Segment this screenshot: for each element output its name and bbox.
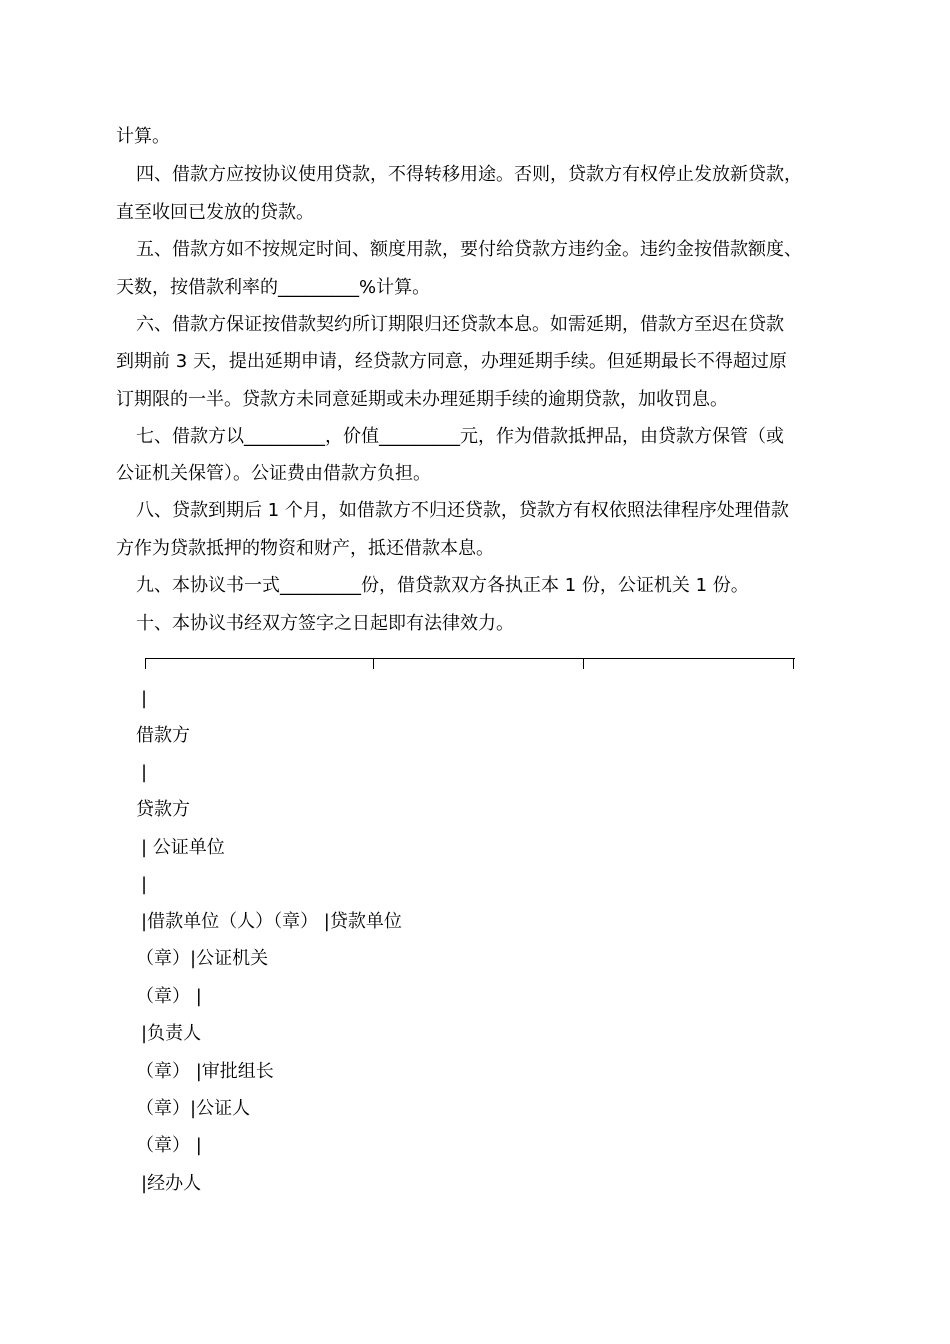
- clause-4-line-1: 四、借款方应按协议使用贷款，不得转移用途。否则，贷款方有权停止发放新贷款，: [136, 164, 802, 185]
- clause-6-line-1: 六、借款方保证按借款契约所订期限归还贷款本息。如需延期，借款方至迟在贷款: [136, 314, 784, 335]
- table-tick-mid2: [583, 659, 584, 669]
- clause-4-line-2: 直至收回已发放的贷款。: [116, 202, 314, 223]
- signature-row-9: （章） |: [136, 986, 202, 1007]
- clause-5-line-2: 天数，按借款利率的_________%计算。: [116, 277, 431, 298]
- clause-8-line-2: 方作为贷款抵押的物资和财产，抵还借款本息。: [116, 538, 494, 559]
- signature-row-approval-head: （章） |审批组长: [136, 1061, 274, 1082]
- signature-row-responsible: |负责人: [141, 1023, 202, 1044]
- signature-row-handler: |经办人: [141, 1173, 202, 1194]
- signature-row-notary-office: （章）|公证机关: [136, 948, 269, 969]
- signature-row-borrower: 借款方: [136, 725, 190, 746]
- clause-6-line-2: 到期前 3 天，提出延期申请，经贷款方同意，办理延期手续。但延期最长不得超过原: [116, 351, 787, 372]
- table-tick-right: [793, 659, 794, 669]
- clause-7-line-1: 七、借款方以_________，价值_________元，作为借款抵押品，由贷款方保管（或: [136, 426, 784, 447]
- clause-8-line-1: 八、贷款到期后 1 个月，如借款方不归还贷款，贷款方有权依照法律程序处理借款: [136, 500, 789, 521]
- clause-9: 九、本协议书一式_________份，借贷款双方各执正本 1 份，公证机关 1 份。: [136, 575, 749, 596]
- signature-row-6: |: [141, 874, 148, 895]
- table-tick-left: [145, 659, 146, 669]
- table-tick-mid1: [373, 659, 374, 669]
- signature-row-13: （章） |: [136, 1135, 202, 1156]
- signature-row-lender: 贷款方: [136, 799, 190, 820]
- signature-row-units: |借款单位（人）（章） |贷款单位: [141, 911, 402, 932]
- clause-3-end: 计算。: [116, 126, 170, 147]
- clause-10: 十、本协议书经双方签字之日起即有法律效力。: [136, 613, 514, 634]
- signature-row-3: |: [141, 762, 148, 783]
- signature-row-notary: （章）|公证人: [136, 1098, 251, 1119]
- signature-row-1: |: [141, 688, 148, 709]
- signature-table-border: [145, 658, 795, 669]
- clause-7-line-2: 公证机关保管）。公证费由借款方负担。: [116, 463, 431, 484]
- clause-5-line-1: 五、借款方如不按规定时间、额度用款，要付给贷款方违约金。违约金按借款额度、: [136, 239, 802, 260]
- clause-6-line-3: 订期限的一半。贷款方未同意延期或未办理延期手续的逾期贷款，加收罚息。: [116, 389, 728, 410]
- signature-row-notary-unit: | 公证单位: [141, 837, 225, 858]
